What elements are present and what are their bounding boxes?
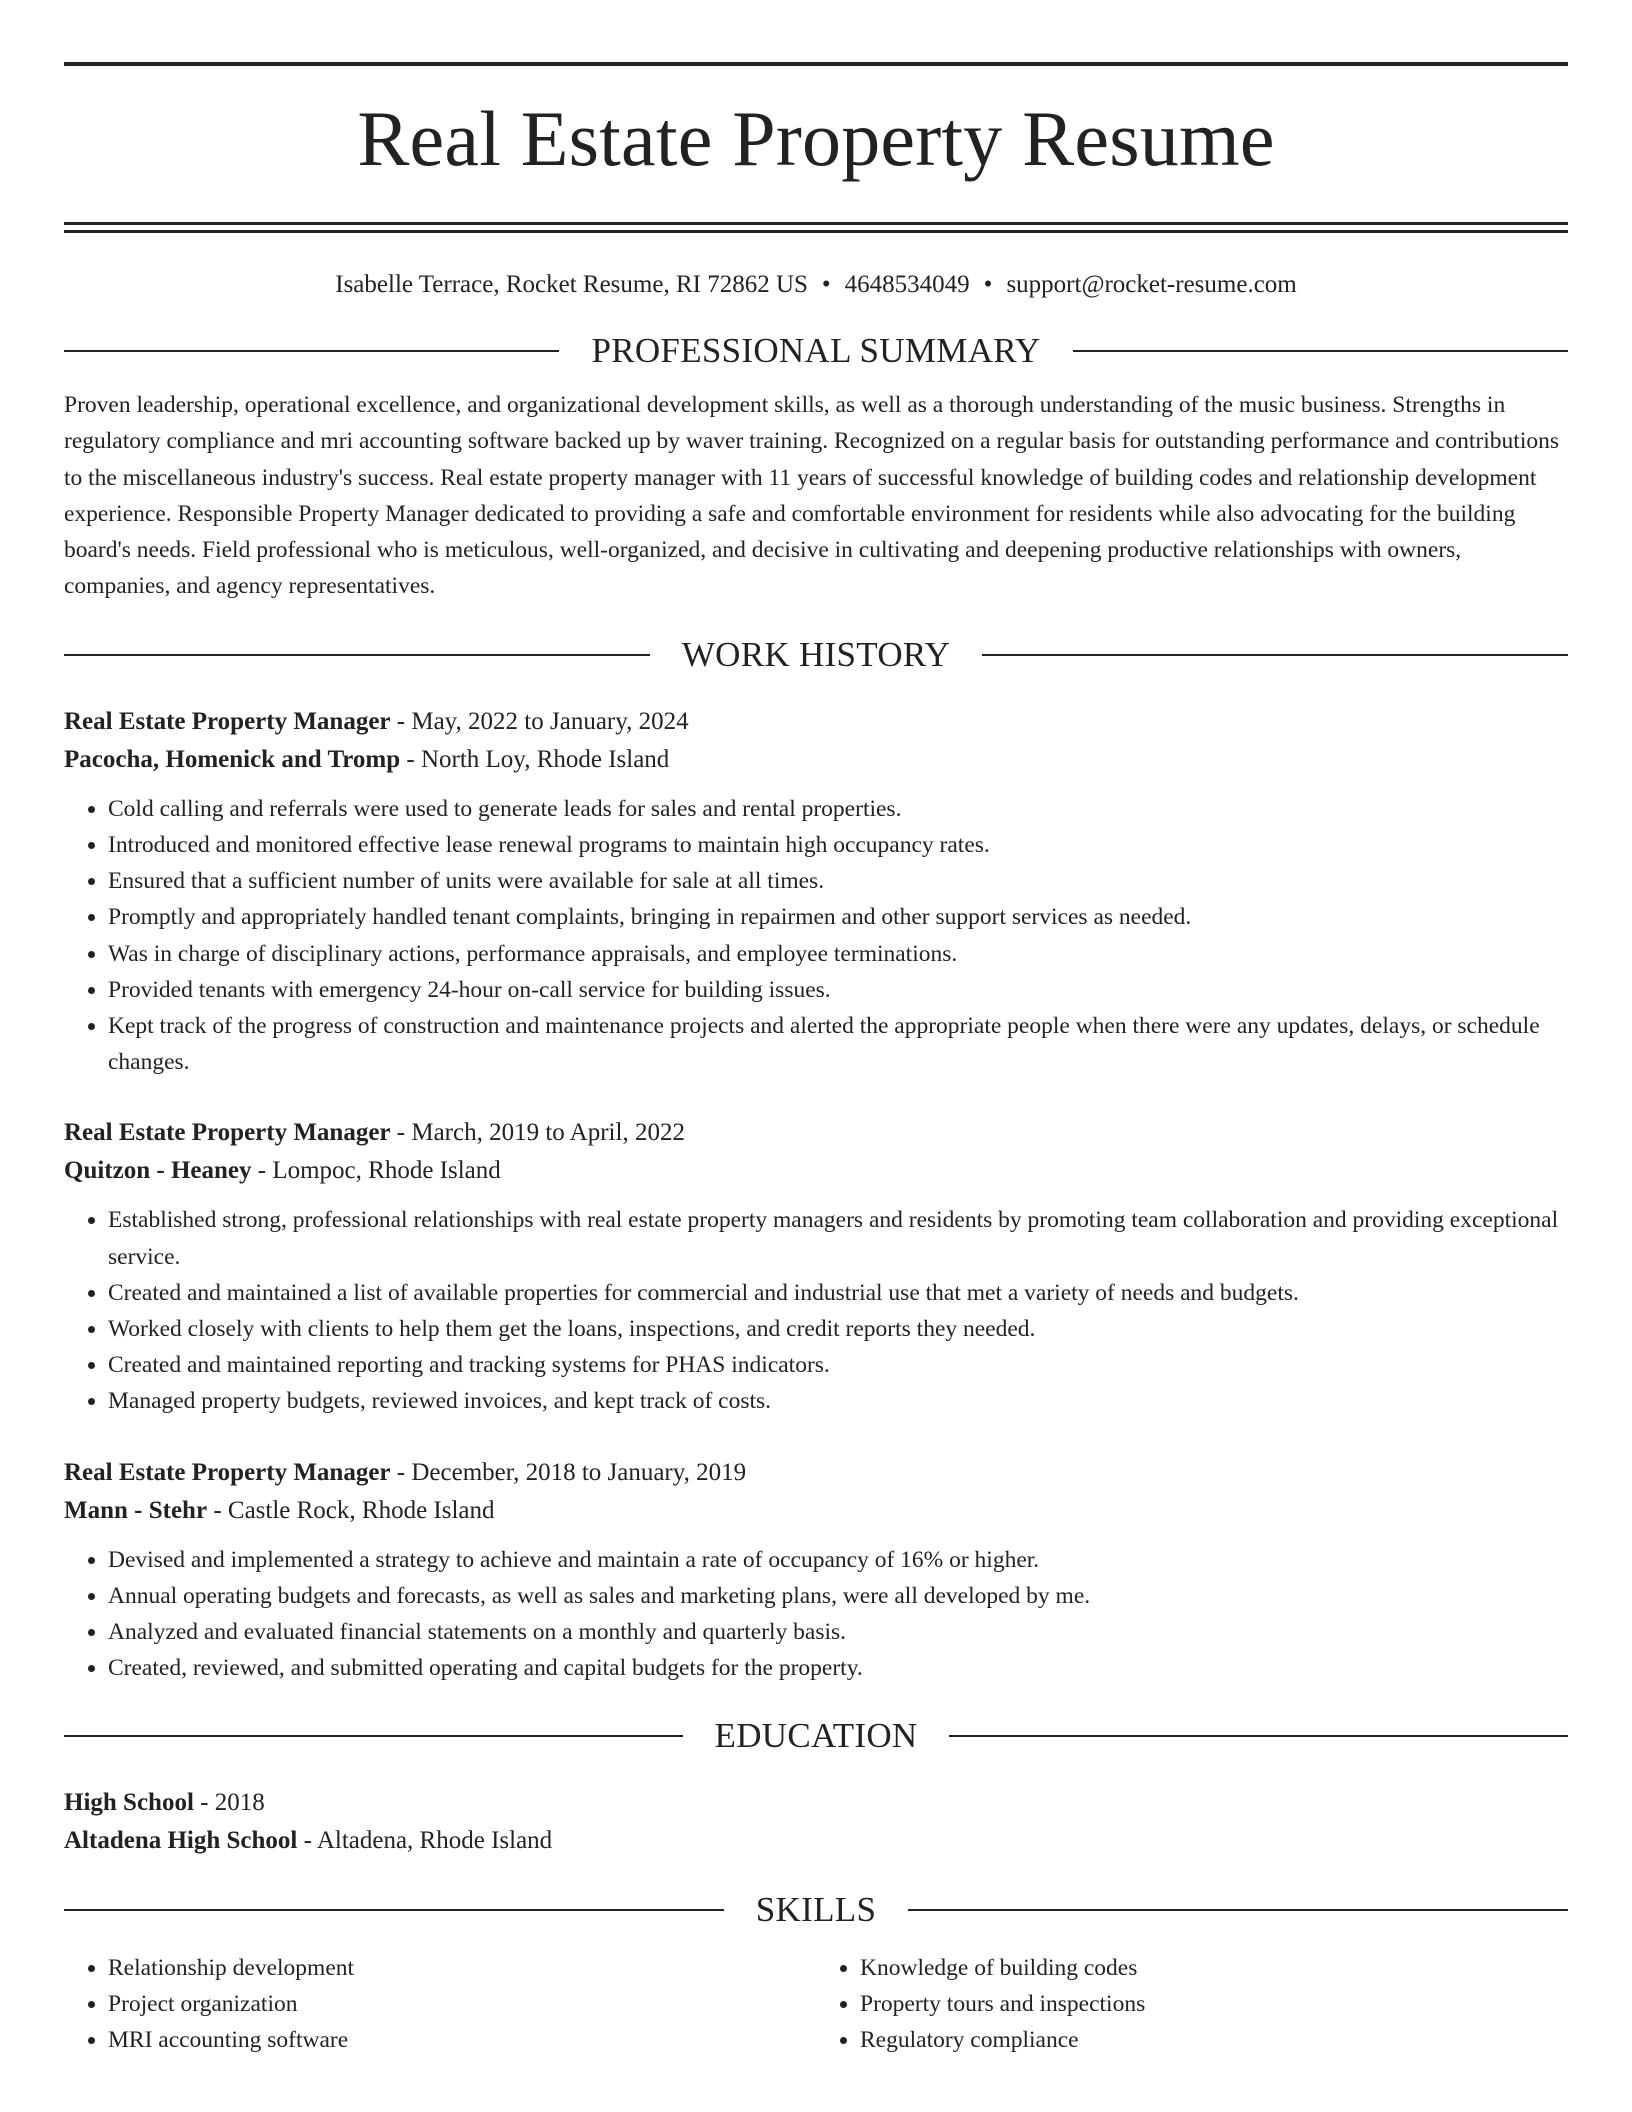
contact-separator: • <box>821 271 831 298</box>
section-title: PROFESSIONAL SUMMARY <box>591 331 1041 370</box>
contact-phone: 4648534049 <box>844 271 970 298</box>
education-year: - 2018 <box>193 1789 265 1817</box>
job-dates: - December, 2018 to January, 2019 <box>390 1458 747 1486</box>
section-rule <box>982 654 1568 656</box>
education-school-line <box>64 1822 1568 1860</box>
skill-item: • Property tours and inspections <box>860 1986 1568 2022</box>
list-item: • Created and maintained reporting and tracking systems for PHAS indicators. <box>108 1347 1568 1383</box>
section-rule <box>64 1735 683 1737</box>
job-bullets <box>64 791 1568 1081</box>
section-rule <box>64 1909 724 1911</box>
section-rule <box>64 350 559 352</box>
section-rule <box>908 1909 1568 1911</box>
list-item: • Worked closely with clients to help them get the loans, inspections, and credit reports they needed. <box>108 1311 1568 1347</box>
skill-item: • Regulatory compliance <box>860 2022 1568 2058</box>
job-company: Pacocha, Homenick and Tromp <box>64 745 401 773</box>
education-degree-line <box>64 1784 1568 1822</box>
list-item: • Kept track of the progress of construction and maintenance projects and alerted the appropriate people when there were any updates, delays, or schedule changes. <box>108 1008 1568 1080</box>
skill-item: • Relationship development <box>108 1950 816 1986</box>
section-title: WORK HISTORY <box>681 634 951 674</box>
job-location: - North Loy, Rhode Island <box>400 745 670 773</box>
job-title: Real Estate Property Manager <box>64 1119 391 1147</box>
list-item: • Promptly and appropriately handled tenant complaints, bringing in repairmen and other support services as needed. <box>108 899 1568 935</box>
list-item: • Was in charge of disciplinary actions, performance appraisals, and employee terminations. <box>108 936 1568 972</box>
job-company-line <box>64 741 1568 779</box>
list-item: • Ensured that a sufficient number of units were available for sale at all times. <box>108 863 1568 899</box>
skills-columns <box>64 1950 1568 2058</box>
skills-list-right <box>816 1950 1568 2058</box>
job-company-line <box>64 1492 1568 1530</box>
job-bullets <box>64 1542 1568 1687</box>
list-item: • Created, reviewed, and submitted operating and capital budgets for the property. <box>108 1650 1568 1686</box>
job-dates: - May, 2022 to January, 2024 <box>390 707 689 735</box>
job-entry <box>64 1114 1568 1419</box>
list-item: • Created and maintained a list of available properties for commercial and industrial use that met a variety of needs and budgets. <box>108 1275 1568 1311</box>
education-degree: High School <box>64 1789 194 1817</box>
list-item: • Cold calling and referrals were used to generate leads for sales and rental properties. <box>108 791 1568 827</box>
section-header-summary <box>64 329 1568 373</box>
contact-separator: • <box>983 271 993 298</box>
contact-address: Isabelle Terrace, Rocket Resume, RI 72862 US <box>335 271 808 298</box>
skill-item: • Knowledge of building codes <box>860 1950 1568 1986</box>
list-item: • Established strong, professional relationships with real estate property managers and residents by promoting team collaboration and providing exceptional service. <box>108 1202 1568 1274</box>
education-entry <box>64 1784 1568 1860</box>
summary-paragraph: Proven leadership, operational excellence, and organizational development skills, as well as a thorough understanding of the music business. Strengths in regulatory compliance and mri accounting software backed up by waver training. Recognized on a regular basis for outstanding performance and contributions to the miscellaneous industry's success. Real estate property manager with 11 years of successful knowledge of building codes and relationship development experience. Responsible Property Manager dedicated to providing a safe and comfortable environment for residents while also advocating for the building board's needs. Field professional who is meticulous, well-organized, and decisive in cultivating and deepening productive relationships with owners, companies, and agency representatives. <box>64 392 1560 600</box>
job-dates: - March, 2019 to April, 2022 <box>390 1119 685 1147</box>
job-bullets <box>64 1202 1568 1419</box>
section-header-work-history <box>64 633 1568 677</box>
job-title-line <box>64 1114 1568 1152</box>
job-entry <box>64 703 1568 1081</box>
skill-item: • Project organization <box>108 1986 816 2022</box>
job-company: Mann - Stehr <box>64 1496 208 1524</box>
job-location: - Lompoc, Rhode Island <box>251 1157 501 1185</box>
section-rule <box>64 654 650 656</box>
section-title: EDUCATION <box>714 1716 918 1756</box>
list-item: • Managed property budgets, reviewed invoices, and kept track of costs. <box>108 1383 1568 1419</box>
list-item: • Provided tenants with emergency 24-hour on-call service for building issues. <box>108 972 1568 1008</box>
section-title: SKILLS <box>755 1890 877 1930</box>
skills-list-left <box>64 1950 816 2058</box>
contact-line <box>64 269 1568 301</box>
section-header-education <box>64 1714 1568 1758</box>
list-item: • Annual operating budgets and forecasts, as well as sales and marketing plans, were all developed by me. <box>108 1578 1568 1614</box>
document-title: Real Estate Property Resume <box>357 95 1275 182</box>
job-company-line <box>64 1152 1568 1190</box>
list-item: • Analyzed and evaluated financial statements on a monthly and quarterly basis. <box>108 1614 1568 1650</box>
skill-item: • MRI accounting software <box>108 2022 816 2058</box>
job-title-line <box>64 703 1568 741</box>
job-company: Quitzon - Heaney <box>64 1157 252 1185</box>
section-header-skills <box>64 1888 1568 1932</box>
education-location: - Altadena, Rhode Island <box>297 1827 553 1855</box>
title-double-rule <box>64 222 1568 233</box>
section-rule <box>949 1735 1568 1737</box>
section-rule <box>1073 350 1568 352</box>
job-title-line <box>64 1454 1568 1492</box>
job-location: - Castle Rock, Rhode Island <box>207 1496 495 1524</box>
list-item: • Devised and implemented a strategy to achieve and maintain a rate of occupancy of 16% or higher. <box>108 1542 1568 1578</box>
job-entry <box>64 1454 1568 1687</box>
job-title: Real Estate Property Manager <box>64 1458 391 1486</box>
education-school: Altadena High School <box>64 1827 298 1855</box>
list-item: • Introduced and monitored effective lease renewal programs to maintain high occupancy rates. <box>108 827 1568 863</box>
job-title: Real Estate Property Manager <box>64 707 391 735</box>
contact-email: support@rocket-resume.com <box>1006 271 1297 298</box>
